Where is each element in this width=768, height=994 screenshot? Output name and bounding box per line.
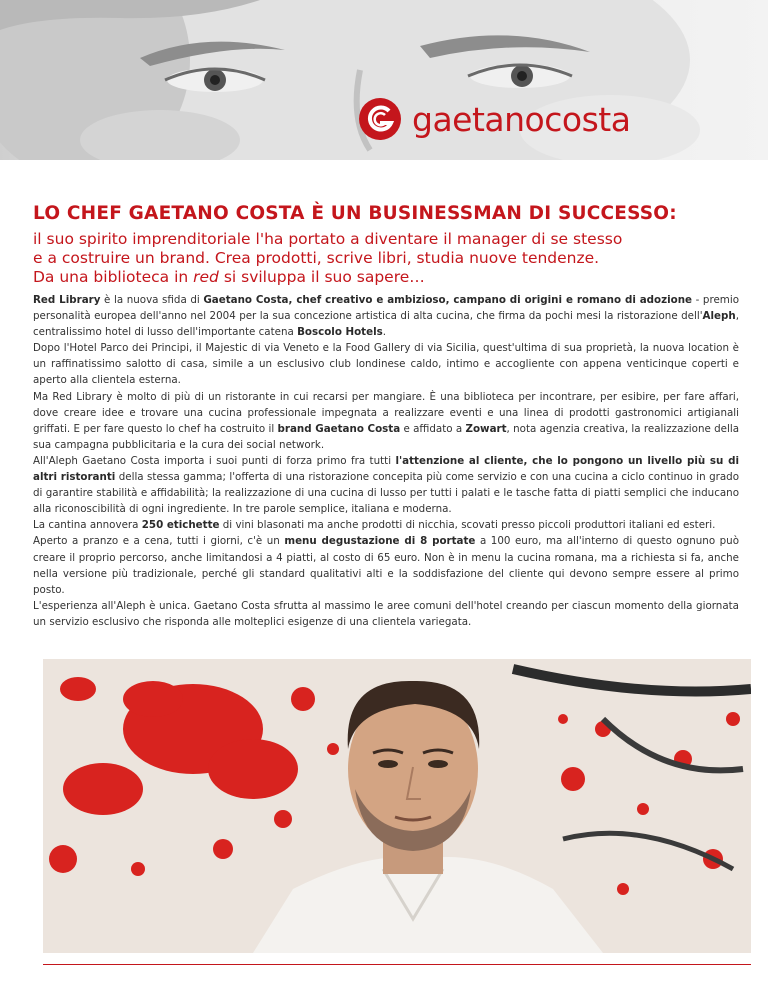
paragraph-1 [33,292,739,340]
subheading-line-3-start: Da una biblioteca in [33,268,194,286]
header-banner [0,0,768,160]
subheading [33,230,723,287]
bold-red-library: Red Library [33,294,101,306]
bold-aleph: Aleph [702,310,736,323]
paragraph-5 [33,517,739,533]
text: di vini blasonati ma anche prodotti di nicchia, scovati presso piccoli produttori italiani ed esteri. [219,519,716,532]
text: All'Aleph Gaetano Costa importa i suoi punti di forza primo fra tutti [33,454,396,467]
paragraph-6 [33,533,739,597]
text: . [382,326,387,339]
text: , centralissimo hotel di lusso dell'importante catena [33,310,739,339]
bold-tasting-menu: menu degustazione di 8 portate [284,535,476,548]
text: La cantina annovera [33,519,142,532]
paragraph-7: L'esperienza all'Aleph è unica. Gaetano Costa sfrutta al massimo le aree comuni dell'hotel creando per ciascun momento della giornata un servizio esclusivo che risponda alle molteplici esigenze di una clientela variegata. [33,599,739,628]
text: Ma Red Library è molto di più di un ristorante in cui recarsi per mangiare. È una biblioteca per incontrare, per esibire, per fare affari, dove creare idee e trovare una cucina professionale impegnata a realizzare eventi e una linea di prodotti gastronomici artigianali griffati. E per fare questo lo chef ha costruito il [33,390,739,435]
subheading-line-2: e a costruire un brand. Crea prodotti, scrive libri, studia nuove tendenze. [33,249,600,267]
subheading-italic-red: red [193,268,219,286]
paragraph-4 [33,453,739,517]
article-body [33,292,739,630]
gc-monogram-icon [358,97,402,141]
subheading-line-3-end: si sviluppa il suo sapere… [218,268,425,286]
footer-divider [43,964,751,965]
bold-zowart: Zowart [465,422,507,435]
chef-portrait-image [43,659,751,953]
bold-boscolo-hotels: Boscolo Hotels [297,326,383,339]
text: Aperto a pranzo e a cena, tutti i giorni, c'è un [33,535,285,548]
text: è la nuova sfida di [100,294,204,306]
subheading-line-3 [33,268,723,287]
bold-customer-attention: l'attenzione al cliente, che lo pongono un livello più su di altri ristoranti [33,454,740,484]
text: e affidato a [400,422,466,435]
paragraph-3 [33,389,739,453]
text: della stessa gamma; l'offerta di una ristorazione concepita più come servizio e con una cucina a ciclo continuo in grado di garantire stabilità e affidabilità; la realizzazione di una cucina di lusso per tutti i palati e le tasche fatta di piatti semplici che inducano alla riconoscibilità di ogni ingrediente. In tre parole semplice, italiana e moderna. [33,471,739,516]
brand-logo [358,97,630,141]
chef-portrait-photo [43,659,751,953]
paragraph-2: Dopo l'Hotel Parco dei Principi, il Majestic di via Veneto e la Food Gallery di via Sicilia, quest'ultima di sua proprietà, la nuova location è un raffinatissimo salotto di casa, simile a un esclusivo club londinese caldo, intimo e accogliente con appena venticinque coperti e aperto alla clientela esterna. [33,342,739,387]
bold-labels-count: 250 etichette [141,519,220,532]
page-headline: LO CHEF GAETANO COSTA È UN BUSINESSMAN DI SUCCESSO: [33,203,677,224]
bold-chef-description: Gaetano Costa, chef creativo e ambizioso, campano di origini e romano di adozione [203,294,693,306]
subheading-line-1: il suo spirito imprenditoriale l'ha portato a diventare il manager di se stesso [33,230,623,248]
brand-name: gaetanocosta [412,99,631,139]
text: - premio personalità europea dell'anno nel 2004 per la sua concezione artistica di alta cucina, che firma da pochi mesi la ristorazione dell' [33,294,739,323]
text: , nota agenzia creativa, la realizzazione della sua campagna pubblicitaria e la cura dei social network. [33,422,740,451]
text: a 100 euro, ma all'interno di questo ognuno può creare il proprio percorso, anche limitandosi a 4 piatti, al costo di 65 euro. Non è in menu la cucina romana, ma a richiesta si fa, anche nella versione più tradizionale, perché gli standard qualitativi alti e la soddisfazione del cliente qui devono sempre essere al primo posto. [33,535,740,596]
bold-brand: brand Gaetano Costa [277,422,401,435]
